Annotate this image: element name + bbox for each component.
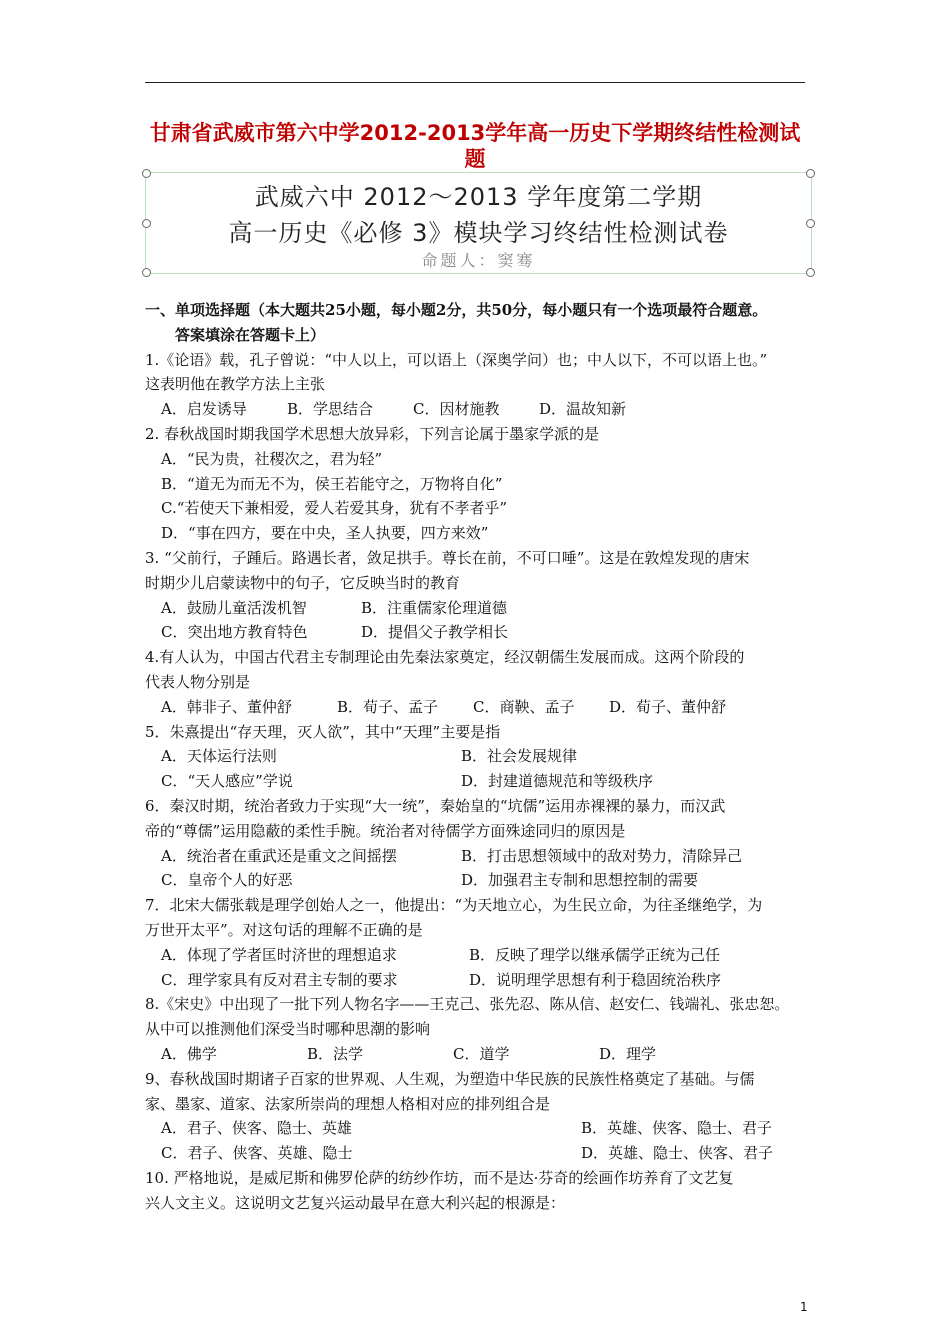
- question-6: [145, 794, 820, 893]
- question-5: [145, 720, 820, 794]
- option-a: A．天体运行法则: [161, 747, 277, 766]
- option-a: A．佛学: [161, 1044, 217, 1063]
- option-b: B．打击思想领域中的敌对势力，清除异己: [461, 846, 743, 865]
- option-row: [145, 695, 820, 720]
- option-b: B．学思结合: [287, 400, 374, 419]
- option-row: [145, 844, 820, 869]
- option-b: B．“道无为而无不为，侯王若能守之，万物将自化”: [161, 474, 503, 493]
- option-row: [145, 1116, 820, 1141]
- question-stem: 5．朱熹提出“存天理，灭人欲”，其中“天理”主要是指: [145, 722, 501, 741]
- page-number: 1: [800, 1300, 808, 1314]
- top-rule: [145, 82, 805, 83]
- option-d: D．理学: [599, 1044, 657, 1063]
- option-row: [145, 1042, 820, 1067]
- header-semester-line: 武威六中 2012～2013 学年度第二学期: [254, 183, 703, 211]
- option-row: [145, 1141, 820, 1166]
- option-a: A．君子、侠客、隐士、英雄: [161, 1119, 352, 1138]
- option-d: D．提倡父子教学相长: [361, 623, 509, 642]
- option-b: B．社会发展规律: [461, 747, 578, 766]
- option-b: B．反映了理学以继承儒学正统为己任: [469, 945, 721, 964]
- question-9: [145, 1067, 820, 1166]
- option-a: A．韩非子、董仲舒: [161, 697, 292, 716]
- section-heading-line: 一、单项选择题（本大题共25小题，每小题2分，共50分，每小题只有一个选项最符合题意。: [145, 301, 768, 319]
- question-stem: 这表明他在教学方法上主张: [145, 375, 326, 394]
- option-d: D．加强君主专制和思想控制的需要: [461, 871, 699, 890]
- option-row: [145, 397, 820, 422]
- exam-header-image: [145, 172, 812, 274]
- question-stem: 从中可以推测他们深受当时哪种思潮的影响: [145, 1020, 431, 1039]
- option-row: [145, 769, 820, 794]
- question-2: [145, 422, 820, 546]
- option-a: A．启发诱导: [161, 400, 247, 419]
- document-title: 甘肃省武威市第六中学2012-2013学年高一历史下学期终结性检测试题: [149, 121, 801, 171]
- question-stem: 8.《宋史》中出现了一批下列人物名字——王克己、张先忍、陈从信、赵安仁、钱端礼、张忠恕。: [145, 995, 790, 1014]
- exam-content: [145, 298, 820, 1215]
- question-1: [145, 348, 820, 422]
- option-row: [145, 943, 820, 968]
- question-8: [145, 992, 820, 1066]
- question-3: [145, 546, 820, 645]
- question-stem: 3. “父前行，子踵后。路遇长者，敛足拱手。尊长在前，不可口唾”。这是在敦煌发现的唐宋: [145, 548, 750, 567]
- question-stem: 家、墨家、道家、法家所崇尚的理想人格相对应的排列组合是: [145, 1094, 551, 1113]
- question-7: [145, 893, 820, 992]
- option-d: D．荀子、董仲舒: [609, 697, 727, 716]
- question-stem: 时期少儿启蒙读物中的句子，它反映当时的教育: [145, 573, 461, 592]
- option-a: A．“民为贵，社稷次之，君为轻”: [161, 449, 383, 468]
- question-stem: 帝的“尊儒”运用隐蔽的柔性手腕。统治者对待儒学方面殊途同归的原因是: [145, 821, 626, 840]
- option-c: C．商鞅、孟子: [473, 697, 575, 716]
- question-4: [145, 645, 820, 719]
- option-c: C．理学家具有反对君主专制的要求: [161, 970, 398, 989]
- option-a: A．体现了学者匡时济世的理想追求: [161, 945, 397, 964]
- option-c: C．皇帝个人的好恶: [161, 871, 293, 890]
- option-b: B．英雄、侠客、隐士、君子: [581, 1119, 773, 1138]
- question-stem: 10. 严格地说，是威尼斯和佛罗伦萨的纺纱作坊，而不是达·芬奇的绘画作坊养育了文艺复: [145, 1168, 734, 1187]
- option-a: A．鼓励儿童活泼机智: [161, 598, 307, 617]
- option-c: C．君子、侠客、英雄、隐士: [161, 1144, 353, 1163]
- section-heading: [145, 298, 820, 348]
- option-b: B．注重儒家伦理道德: [361, 598, 508, 617]
- question-10: [145, 1166, 820, 1216]
- option-row: [145, 968, 820, 993]
- option-row: [145, 620, 820, 645]
- question-stem: 7．北宋大儒张载是理学创始人之一，他提出：“为天地立心，为生民立命，为往圣继绝学，为: [145, 896, 763, 915]
- option-c: C．“天人感应”学说: [161, 772, 293, 791]
- option-row: [145, 868, 820, 893]
- question-stem: 代表人物分别是: [145, 672, 251, 691]
- option-d: D．英雄、隐士、侠客、君子: [581, 1144, 774, 1163]
- option-row: [145, 596, 820, 621]
- option-c: C．因材施教: [413, 400, 500, 419]
- option-c: C．道学: [453, 1044, 510, 1063]
- question-stem: 兴人文主义。这说明文艺复兴运动最早在意大利兴起的根源是：: [145, 1193, 566, 1212]
- question-stem: 1.《论语》载，孔子曾说：“中人以上，可以语上（深奥学问）也；中人以下，不可以语上也。”: [145, 350, 768, 369]
- option-a: A．统治者在重武还是重文之间摇摆: [161, 846, 397, 865]
- option-d: D．温故知新: [539, 400, 627, 419]
- option-d: D．说明理学思想有利于稳固统治秩序: [469, 970, 722, 989]
- option-b: B．荀子、孟子: [337, 697, 439, 716]
- question-stem: 4.有人认为，中国古代君主专制理论由先秦法家奠定，经汉朝儒生发展而成。这两个阶段的: [145, 648, 745, 667]
- option-d: D．“事在四方，要在中央，圣人执要，四方来效”: [161, 524, 489, 543]
- section-heading-line: 答案填涂在答题卡上）: [175, 325, 326, 344]
- question-stem: 2. 春秋战国时期我国学术思想大放异彩，下列言论属于墨家学派的是: [145, 424, 600, 443]
- option-c: C．突出地方教育特色: [161, 623, 308, 642]
- option-row: [145, 744, 820, 769]
- question-stem: 6．秦汉时期，统治者致力于实现“大一统”，秦始皇的“坑儒”运用赤裸裸的暴力，而汉武: [145, 796, 726, 815]
- option-c: C.“若使天下兼相爱，爱人若爱其身，犹有不孝者乎”: [161, 499, 508, 518]
- option-d: D．封建道德规范和等级秩序: [461, 772, 654, 791]
- header-exam-line: 高一历史《必修 3》模块学习终结性检测试卷: [228, 219, 729, 247]
- question-stem: 万世开太平”。对这句话的理解不正确的是: [145, 920, 423, 939]
- header-author-line: 命题人：窦骞: [421, 251, 536, 270]
- option-b: B．法学: [307, 1044, 364, 1063]
- question-stem: 9、春秋战国时期诸子百家的世界观、人生观，为塑造中华民族的民族性格奠定了基础。与儒: [145, 1069, 755, 1088]
